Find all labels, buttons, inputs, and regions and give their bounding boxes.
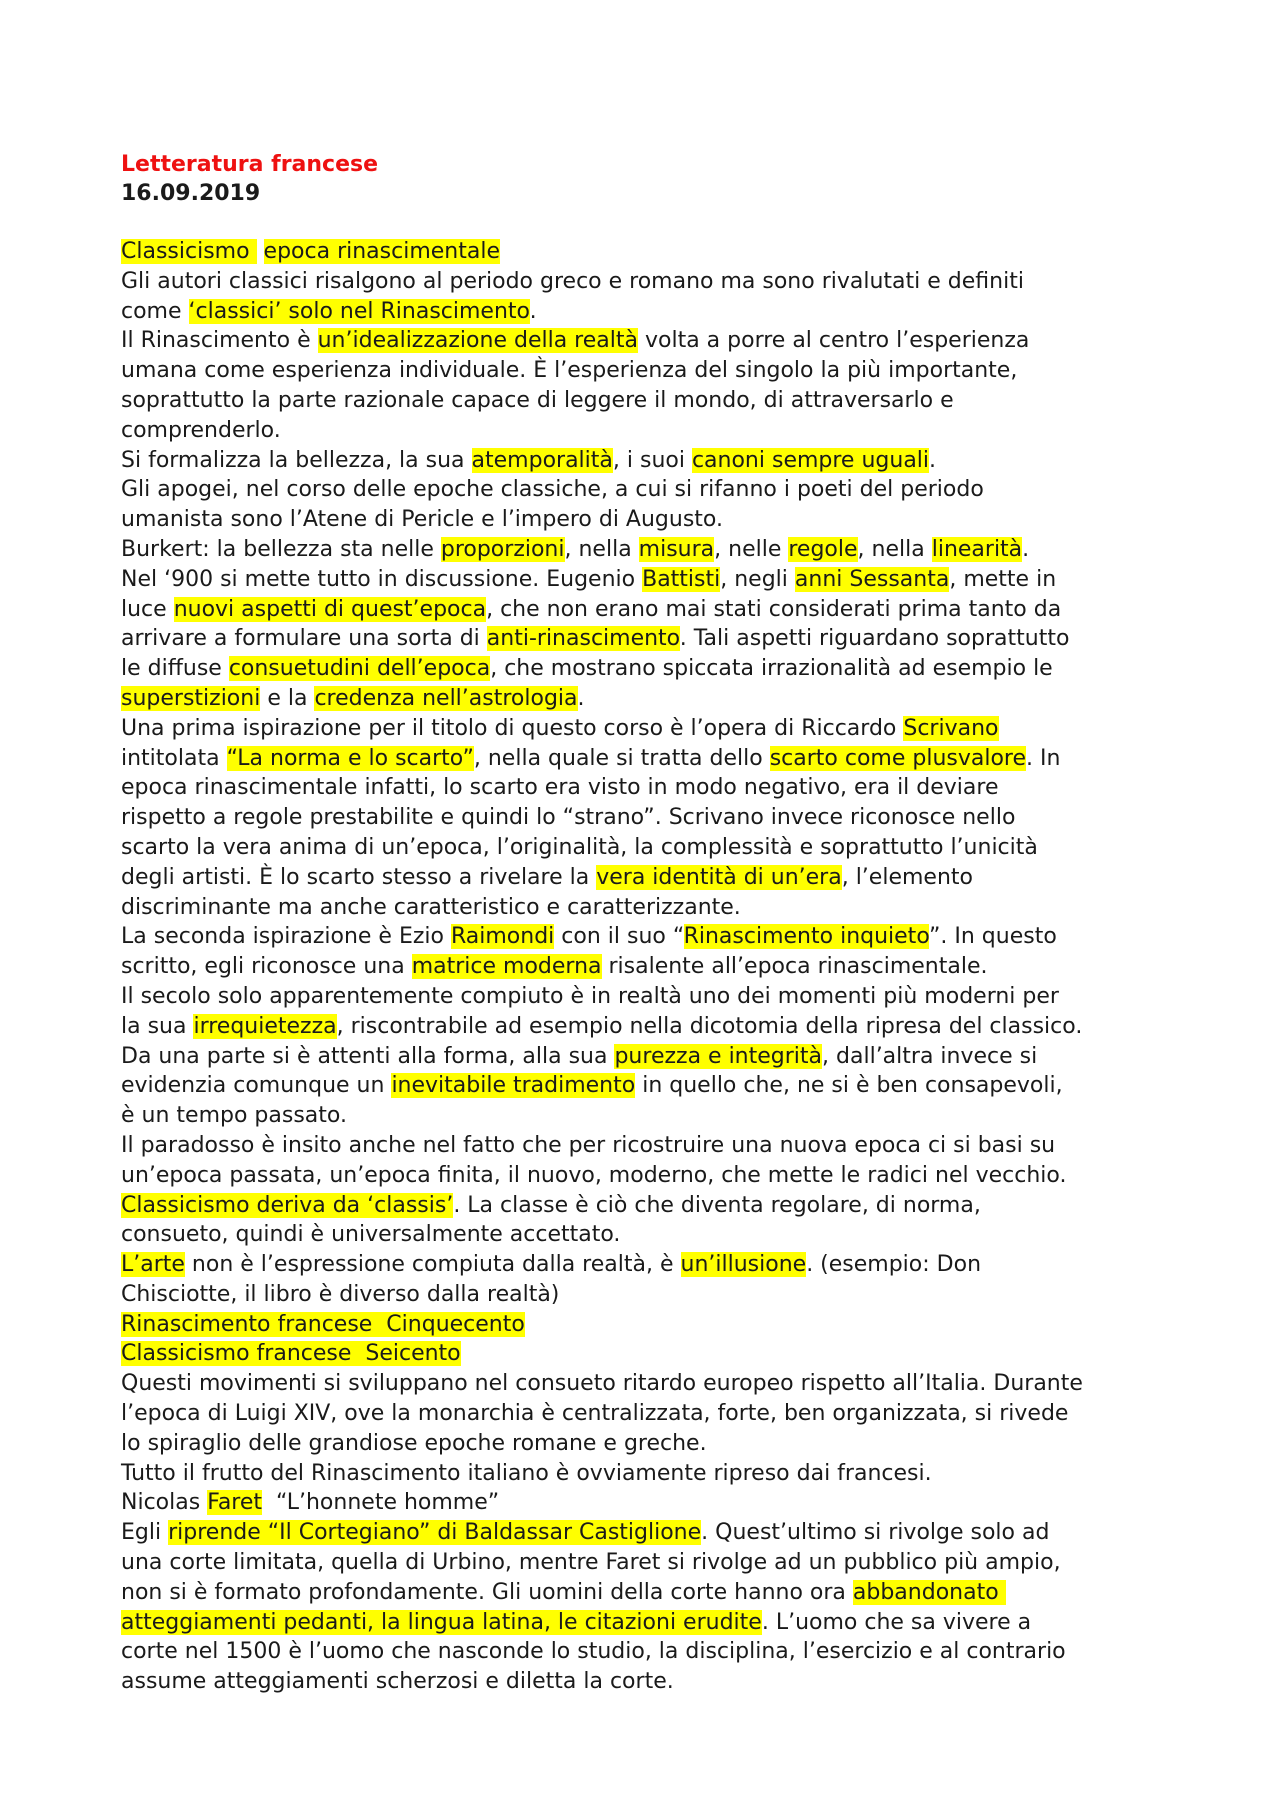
text-line xyxy=(121,1101,1161,1131)
text-run: . xyxy=(929,447,937,473)
text-run: l’epoca di Luigi XIV, ove la monarchia è centralizzata, forte, ben organizzata, si rivede xyxy=(121,1401,1069,1427)
document-date: 16.09.2019 xyxy=(121,181,261,206)
text-run: rispetto a regole prestabilite e quindi lo “strano”. Scrivano invece riconosce nello xyxy=(121,805,1016,831)
document-page xyxy=(121,150,1161,1697)
text-run: un’epoca passata, un’epoca finita, il nuovo, moderno, che mette le radici nel vecchio. xyxy=(121,1162,1067,1188)
text-run: una corte limitata, quella di Urbino, mentre Faret si rivolge ad un pubblico più ampio, xyxy=(121,1550,1061,1576)
text-line xyxy=(121,1548,1161,1578)
text-run: umanista sono l’Atene di Pericle e l’impero di Augusto. xyxy=(121,507,723,533)
highlighted-text: Rinascimento francese Cinquecento xyxy=(121,1311,525,1337)
text-run: umana come esperienza individuale. È l’esperienza del singolo la più importante, xyxy=(121,358,1018,384)
text-line xyxy=(121,326,1161,356)
text-line xyxy=(121,982,1161,1012)
highlighted-text: purezza e integrità xyxy=(614,1043,823,1069)
text-run: la sua xyxy=(121,1013,194,1039)
text-line xyxy=(121,1071,1161,1101)
text-run: . Tali aspetti riguardano soprattutto xyxy=(679,626,1070,652)
text-run: ”. In questo xyxy=(929,924,1057,950)
text-run: Da una parte si è attenti alla forma, alla sua xyxy=(121,1043,615,1069)
highlighted-text: regole xyxy=(788,536,858,562)
text-line xyxy=(121,803,1161,833)
text-run: consueto, quindi è universalmente accettato. xyxy=(121,1222,621,1248)
text-run: . In xyxy=(1026,745,1061,771)
text-run xyxy=(257,239,264,264)
text-run: e la xyxy=(260,685,315,711)
text-run: soprattutto la parte razionale capace di leggere il mondo, di attraversarlo e xyxy=(121,387,954,413)
text-run: volta a porre al centro l’esperienza xyxy=(637,328,1030,354)
highlighted-text: Classicismo deriva da ‘classis’ xyxy=(121,1192,454,1218)
text-run: Il secolo solo apparentemente compiuto è in realtà uno dei momenti più moderni per xyxy=(121,983,1059,1009)
text-run: Il paradosso è insito anche nel fatto che per ricostruire una nuova epoca ci si basi su xyxy=(121,1132,1056,1158)
text-run: Nel ‘900 si mette tutto in discussione. Eugenio xyxy=(121,566,643,592)
text-line xyxy=(121,773,1161,803)
text-line xyxy=(121,595,1161,625)
text-run: lo spiraglio delle grandiose epoche romane e greche. xyxy=(121,1430,707,1456)
text-run: Si formalizza la bellezza, la sua xyxy=(121,447,472,473)
document-body xyxy=(121,237,1161,1697)
text-line xyxy=(121,1637,1161,1667)
text-run: Nicolas xyxy=(121,1490,208,1516)
text-run: , nelle xyxy=(714,536,789,562)
text-line xyxy=(121,1131,1161,1161)
text-run: . xyxy=(577,685,585,711)
text-line xyxy=(121,893,1161,923)
highlighted-text: matrice moderna xyxy=(411,954,602,980)
text-run: . La classe è ciò che diventa regolare, di norma, xyxy=(453,1192,981,1218)
text-run: . xyxy=(529,298,537,324)
text-line xyxy=(121,1280,1161,1310)
text-line xyxy=(121,446,1161,476)
highlighted-text: superstizioni xyxy=(121,685,261,711)
highlighted-text: L’arte xyxy=(121,1252,185,1278)
text-run: . xyxy=(1022,536,1030,562)
text-line xyxy=(121,744,1161,774)
text-run: Burkert: la bellezza sta nelle xyxy=(121,536,441,562)
text-run: scarto la vera anima di un’epoca, l’originalità, la complessità e soprattutto l’unicità xyxy=(121,834,1038,860)
text-line xyxy=(121,237,1161,267)
text-run: corte nel 1500 è l’uomo che nasconde lo studio, la disciplina, l’esercizio e al contrario xyxy=(121,1639,1066,1665)
text-line xyxy=(121,356,1161,386)
text-run: Una prima ispirazione per il titolo di questo corso è l’opera di Riccardo xyxy=(121,715,904,741)
text-line xyxy=(121,684,1161,714)
text-line xyxy=(121,1369,1161,1399)
highlighted-text: Raimondi xyxy=(450,924,555,950)
text-run: , l’elemento xyxy=(841,864,973,890)
text-run: discriminante ma anche caratteristico e caratterizzante. xyxy=(121,894,741,920)
highlighted-text: Classicismo francese Seicento xyxy=(121,1341,461,1367)
highlighted-text: inevitabile tradimento xyxy=(391,1073,636,1099)
text-run: , che mostrano spiccata irrazionalità ad esempio le xyxy=(490,656,1053,682)
highlighted-text: ‘classici’ solo nel Rinascimento xyxy=(188,298,530,324)
text-line xyxy=(121,416,1161,446)
text-line xyxy=(121,1578,1161,1608)
highlighted-text: credenza nell’astrologia xyxy=(314,685,578,711)
highlighted-text: abbandonato xyxy=(852,1579,1006,1605)
text-run: Questi movimenti si sviluppano nel consueto ritardo europeo rispetto all’Italia. Durante xyxy=(121,1371,1083,1397)
text-line xyxy=(121,714,1161,744)
document-title: Letteratura francese xyxy=(121,152,379,177)
text-line xyxy=(121,505,1161,535)
text-run: scritto, egli riconosce una xyxy=(121,954,412,980)
highlighted-text: Rinascimento inquieto xyxy=(683,924,929,950)
text-run: . (esempio: Don xyxy=(806,1252,982,1278)
text-line xyxy=(121,624,1161,654)
highlighted-text: epoca rinascimentale xyxy=(263,239,500,264)
text-run: è un tempo passato. xyxy=(121,1103,347,1129)
text-run: assume atteggiamenti scherzosi e diletta la corte. xyxy=(121,1669,674,1695)
text-run: , negli xyxy=(720,566,795,592)
text-line xyxy=(121,267,1161,297)
highlighted-text: linearità xyxy=(931,536,1023,562)
text-run: , nella xyxy=(857,536,932,562)
text-run: risalente all’epoca rinascimentale. xyxy=(601,954,988,980)
text-line xyxy=(121,863,1161,893)
text-line xyxy=(121,1667,1161,1697)
text-line xyxy=(121,1429,1161,1459)
highlighted-text: proporzioni xyxy=(440,536,565,562)
text-run: non si è formato profondamente. Gli uomini della corte hanno ora xyxy=(121,1579,853,1605)
text-run: Gli autori classici risalgono al periodo greco e romano ma sono rivalutati e definiti xyxy=(121,268,1024,294)
paragraph-spacer xyxy=(121,208,1161,237)
highlighted-text: vera identità di un’era xyxy=(596,864,842,890)
highlighted-text: Faret xyxy=(207,1490,263,1516)
text-run: degli artisti. È lo scarto stesso a rivelare la xyxy=(121,864,597,890)
text-run: Tutto il frutto del Rinascimento italiano è ovviamente ripreso dai francesi. xyxy=(121,1460,932,1486)
text-line xyxy=(121,1459,1161,1489)
text-line xyxy=(121,1250,1161,1280)
text-run: intitolata xyxy=(121,745,227,771)
text-run: in quello che, ne si è ben consapevoli, xyxy=(635,1073,1063,1099)
highlighted-text: atemporalità xyxy=(471,447,613,473)
text-run: , nella quale si tratta dello xyxy=(473,745,770,771)
text-run: epoca rinascimentale infatti, lo scarto era visto in modo negativo, era il deviare xyxy=(121,775,999,801)
highlighted-text: nuovi aspetti di quest’epoca xyxy=(173,596,487,622)
text-line xyxy=(121,952,1161,982)
text-run: le diffuse xyxy=(121,656,229,682)
text-line xyxy=(121,535,1161,565)
text-run: come xyxy=(121,298,189,324)
text-line xyxy=(121,1608,1161,1638)
text-run: non è l’espressione compiuta dalla realtà, è xyxy=(184,1252,681,1278)
text-run: comprenderlo. xyxy=(121,417,281,443)
text-line xyxy=(121,475,1161,505)
text-line xyxy=(121,1488,1161,1518)
highlighted-text: canoni sempre uguali xyxy=(691,447,930,473)
highlighted-text: Battisti xyxy=(642,566,721,592)
text-line xyxy=(121,1310,1161,1340)
text-run: Gli apogei, nel corso delle epoche classiche, a cui si rifanno i poeti del periodo xyxy=(121,477,984,503)
highlighted-text: un’idealizzazione della realtà xyxy=(317,328,638,354)
highlighted-text: anni Sessanta xyxy=(794,566,950,592)
text-run: con il suo “ xyxy=(554,924,684,950)
text-line xyxy=(121,386,1161,416)
text-run: . L’uomo che sa vivere a xyxy=(761,1609,1032,1635)
text-line xyxy=(121,565,1161,595)
text-run: Egli xyxy=(121,1520,169,1546)
text-line xyxy=(121,1042,1161,1072)
highlighted-text: consuetudini dell’epoca xyxy=(228,656,491,682)
text-line xyxy=(121,297,1161,327)
highlighted-text: anti-rinascimento xyxy=(486,626,680,652)
highlighted-text: irrequietezza xyxy=(193,1013,337,1039)
text-run: , nella xyxy=(564,536,639,562)
text-run: . Quest’ultimo si rivolge solo ad xyxy=(701,1520,1050,1546)
highlighted-text: Scrivano xyxy=(903,715,999,741)
text-run: arrivare a formulare una sorta di xyxy=(121,626,487,652)
highlighted-text: “La norma e lo scarto” xyxy=(226,745,474,771)
highlighted-text: riprende “Il Cortegiano” di Baldassar Castiglione xyxy=(168,1520,702,1546)
text-run: , mette in xyxy=(949,566,1057,592)
text-line xyxy=(121,922,1161,952)
text-run: , dall’altra invece si xyxy=(822,1043,1038,1069)
text-line xyxy=(121,1399,1161,1429)
text-run: “L’honnete homme” xyxy=(262,1490,500,1516)
highlighted-text: Classicismo xyxy=(121,239,257,264)
text-line xyxy=(121,1191,1161,1221)
text-run: , riscontrabile ad esempio nella dicotomia della ripresa del classico. xyxy=(336,1013,1083,1039)
highlighted-text: atteggiamenti pedanti, la lingua latina, le citazioni erudite xyxy=(121,1609,762,1635)
highlighted-text: scarto come plusvalore xyxy=(769,745,1027,771)
text-run: La seconda ispirazione è Ezio xyxy=(121,924,451,950)
text-run: evidenzia comunque un xyxy=(121,1073,392,1099)
text-run: Il Rinascimento è xyxy=(121,328,318,354)
text-run: luce xyxy=(121,596,174,622)
text-line xyxy=(121,1339,1161,1369)
text-line xyxy=(121,654,1161,684)
text-line xyxy=(121,1161,1161,1191)
text-line xyxy=(121,1220,1161,1250)
text-run: , i suoi xyxy=(612,447,692,473)
text-run: Chisciotte, il libro è diverso dalla realtà) xyxy=(121,1281,560,1307)
highlighted-text: misura xyxy=(638,536,715,562)
text-line xyxy=(121,1518,1161,1548)
text-run: , che non erano mai stati considerati prima tanto da xyxy=(486,596,1062,622)
text-line xyxy=(121,1012,1161,1042)
highlighted-text: un’illusione xyxy=(680,1252,807,1278)
text-line xyxy=(121,833,1161,863)
